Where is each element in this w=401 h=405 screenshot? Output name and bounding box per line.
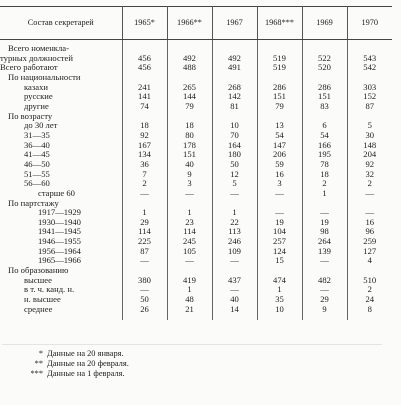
table-row xyxy=(0,305,392,321)
table-cell: 2 xyxy=(367,179,372,189)
table-cell: — xyxy=(212,189,257,199)
table-cell: 241 xyxy=(122,83,167,93)
table-cell: 144 xyxy=(167,92,212,102)
row-label: По образованию xyxy=(0,266,122,276)
table-row xyxy=(0,83,392,93)
footnote-text: Данные на 20 февраля. xyxy=(47,359,129,368)
table-cell xyxy=(347,73,392,83)
table-row xyxy=(0,63,392,73)
table-cell: 286 xyxy=(257,83,302,93)
table-cell: 542 xyxy=(363,63,377,73)
row-label: до 30 лет xyxy=(0,121,122,131)
table-cell xyxy=(347,199,392,209)
table-row xyxy=(0,285,392,295)
table-cell: 141 xyxy=(122,92,167,102)
table-row xyxy=(0,295,392,305)
table-cell: 519 xyxy=(257,63,302,73)
table-cell: 1 xyxy=(302,189,347,199)
table-cell: 152 xyxy=(363,92,377,102)
table-cell xyxy=(212,266,257,276)
table-cell: 21 xyxy=(167,305,212,321)
table-cell: 180 xyxy=(212,150,257,160)
table-cell: 510 xyxy=(363,275,377,285)
table-cell xyxy=(122,112,167,122)
table-cell: 26 xyxy=(122,305,167,321)
table-cell xyxy=(122,44,167,54)
row-label: 46—50 xyxy=(0,160,122,170)
table-cell: 105 xyxy=(167,247,212,257)
table-cell: 166 xyxy=(302,141,347,151)
table-cell: — xyxy=(212,256,257,266)
table-cell: 8 xyxy=(367,304,372,314)
table-row xyxy=(0,208,392,218)
table-row xyxy=(0,170,392,180)
table-cell xyxy=(257,73,302,83)
table-cell: 96 xyxy=(365,227,375,237)
table-cell: 114 xyxy=(122,227,167,237)
header-year: 1966** xyxy=(167,7,212,40)
table-cell xyxy=(167,73,212,83)
table-cell: 13 xyxy=(257,121,302,131)
table-cell: 92 xyxy=(122,131,167,141)
row-label: По национальности xyxy=(0,73,122,83)
footnote-divider xyxy=(2,344,382,345)
table-cell: 7 xyxy=(122,170,167,180)
table-cell: 151 xyxy=(167,150,212,160)
table-cell xyxy=(257,112,302,122)
row-label: Всего работают xyxy=(0,63,122,73)
footnote xyxy=(25,349,129,359)
table-cell: 142 xyxy=(212,92,257,102)
table-cell xyxy=(257,266,302,276)
table-row xyxy=(0,102,392,112)
table-cell: 30 xyxy=(365,130,375,140)
table-cell: 29 xyxy=(122,218,167,228)
table-cell xyxy=(122,199,167,209)
table-cell: 5 xyxy=(212,179,257,189)
table-cell: 257 xyxy=(257,237,302,247)
table-cell: 437 xyxy=(212,276,257,286)
table-cell: 29 xyxy=(302,295,347,305)
table-row xyxy=(0,54,392,64)
table-cell: 264 xyxy=(302,237,347,247)
table-cell: 259 xyxy=(363,237,377,247)
header-year: 1970 xyxy=(347,7,392,40)
header-year: 1968*** xyxy=(257,7,302,40)
table-cell xyxy=(167,112,212,122)
table-row xyxy=(0,237,392,247)
table-cell: 114 xyxy=(167,227,212,237)
table-cell: 79 xyxy=(167,102,212,112)
table-cell: 2 xyxy=(302,179,347,189)
table-cell xyxy=(122,73,167,83)
table-cell: 5 xyxy=(367,121,372,131)
table-cell: — xyxy=(167,256,212,266)
table-cell: 4 xyxy=(367,256,372,266)
table-cell: 6 xyxy=(302,121,347,131)
row-label: 1946—1955 xyxy=(0,237,122,247)
table-cell: 50 xyxy=(212,160,257,170)
table-cell: 245 xyxy=(167,237,212,247)
table-cell: 148 xyxy=(363,140,377,150)
table-cell: 474 xyxy=(257,276,302,286)
table-cell xyxy=(212,112,257,122)
table-cell: 18 xyxy=(122,121,167,131)
table-cell: 1 xyxy=(167,208,212,218)
table-cell: 14 xyxy=(212,305,257,321)
footnote-text: Данные на 1 февраля. xyxy=(47,369,125,378)
row-label: 56—60 xyxy=(0,179,122,189)
table-cell xyxy=(347,112,392,122)
table-cell: 134 xyxy=(122,150,167,160)
table-row xyxy=(0,112,392,122)
table-cell: — xyxy=(167,189,212,199)
table-cell xyxy=(302,266,347,276)
table-row xyxy=(0,131,392,141)
table-cell xyxy=(212,73,257,83)
table-cell: 543 xyxy=(363,53,377,63)
table-cell: 15 xyxy=(257,256,302,266)
table-cell: 1 xyxy=(212,208,257,218)
table-cell: 59 xyxy=(257,160,302,170)
table-cell xyxy=(122,266,167,276)
table-cell: 109 xyxy=(212,247,257,257)
table-row xyxy=(0,160,392,170)
row-label: 1956—1964 xyxy=(0,247,122,257)
table-cell: 70 xyxy=(212,131,257,141)
table-row xyxy=(0,199,392,209)
table-cell: 164 xyxy=(212,141,257,151)
footnote xyxy=(25,359,129,369)
table-cell: 48 xyxy=(167,295,212,305)
table-cell xyxy=(212,44,257,54)
table-row xyxy=(0,218,392,228)
table-cell: 18 xyxy=(167,121,212,131)
table-cell xyxy=(257,44,302,54)
row-label: 41—45 xyxy=(0,150,122,160)
table-cell: 286 xyxy=(302,83,347,93)
table-cell: 19 xyxy=(257,218,302,228)
table-cell: 36 xyxy=(122,160,167,170)
table-cell: 10 xyxy=(257,305,302,321)
table-cell: — xyxy=(257,189,302,199)
table-cell: 104 xyxy=(257,227,302,237)
table-cell: 167 xyxy=(122,141,167,151)
row-label: русские xyxy=(0,92,122,102)
row-label: 1917—1929 xyxy=(0,208,122,218)
table-cell: 206 xyxy=(257,150,302,160)
table-cell: — xyxy=(302,256,347,266)
table-row xyxy=(0,266,392,276)
table-cell xyxy=(302,199,347,209)
table-cell: — xyxy=(122,256,167,266)
table-cell: — xyxy=(212,285,257,295)
table-cell: 147 xyxy=(257,141,302,151)
row-label: в т. ч. канд. н. xyxy=(0,285,122,295)
table-cell: 1 xyxy=(167,285,212,295)
header-year: 1965* xyxy=(122,7,167,40)
table-cell xyxy=(302,112,347,122)
row-label: По возрасту xyxy=(0,112,122,122)
header-year: 1967 xyxy=(212,7,257,40)
table-cell xyxy=(212,199,257,209)
table-cell: 98 xyxy=(302,227,347,237)
footnote-mark: ** xyxy=(34,359,43,368)
table-cell: 492 xyxy=(212,54,257,64)
table-cell: 151 xyxy=(302,92,347,102)
table-row xyxy=(0,141,392,151)
table-row xyxy=(0,247,392,257)
footnotes xyxy=(25,349,129,379)
row-label: старше 60 xyxy=(0,189,122,199)
table-cell: 1 xyxy=(122,208,167,218)
table-cell: 2 xyxy=(367,285,372,295)
table-cell: 22 xyxy=(212,218,257,228)
table-cell: 81 xyxy=(212,102,257,112)
table-cell: — xyxy=(302,285,347,295)
footnote-mark: * xyxy=(38,349,43,358)
table-cell: 16 xyxy=(365,217,375,227)
table-cell xyxy=(302,44,347,54)
row-label: 1965—1966 xyxy=(0,256,122,266)
table-cell: 268 xyxy=(212,83,257,93)
table-body xyxy=(0,40,392,321)
table-cell: 520 xyxy=(302,63,347,73)
table-cell: 54 xyxy=(302,131,347,141)
table-cell: — xyxy=(122,189,167,199)
table-cell: 9 xyxy=(302,305,347,321)
table-cell: — xyxy=(365,188,375,198)
table-cell xyxy=(167,266,212,276)
table-cell xyxy=(167,199,212,209)
row-label: н. высшее xyxy=(0,295,122,305)
table-cell: 482 xyxy=(302,276,347,286)
table-cell: 488 xyxy=(167,63,212,73)
table-cell: — xyxy=(122,285,167,295)
table-cell: 2 xyxy=(122,179,167,189)
row-label: турных должностей xyxy=(0,54,122,64)
table-cell: 92 xyxy=(365,159,375,169)
table-cell: 87 xyxy=(365,101,375,111)
table-cell: 78 xyxy=(302,160,347,170)
table-cell: 40 xyxy=(167,160,212,170)
table-cell: 246 xyxy=(212,237,257,247)
table-cell: — xyxy=(257,208,302,218)
table-cell xyxy=(257,199,302,209)
header-label: Состав секретарей xyxy=(0,7,122,40)
table-cell: 35 xyxy=(257,295,302,305)
table-cell: 195 xyxy=(302,150,347,160)
table-cell: 3 xyxy=(257,179,302,189)
table-row xyxy=(0,256,392,266)
table-cell: 519 xyxy=(257,54,302,64)
table-cell: 1 xyxy=(257,285,302,295)
table-cell: 24 xyxy=(365,295,375,305)
table-cell xyxy=(302,73,347,83)
secretaries-table xyxy=(0,6,392,320)
table-cell xyxy=(347,44,392,54)
row-label: другие xyxy=(0,102,122,112)
table-cell: 9 xyxy=(167,170,212,180)
table-cell: 419 xyxy=(167,276,212,286)
row-label: Всего номенкла- xyxy=(0,44,122,54)
row-label: 51—55 xyxy=(0,170,122,180)
table-header xyxy=(0,7,392,40)
table-row xyxy=(0,121,392,131)
table-cell: 10 xyxy=(212,121,257,131)
table-row xyxy=(0,150,392,160)
table-cell: 113 xyxy=(212,227,257,237)
table-cell: 50 xyxy=(122,295,167,305)
table-cell: 74 xyxy=(122,102,167,112)
table-cell: 456 xyxy=(122,63,167,73)
table-cell: 40 xyxy=(212,295,257,305)
row-label: 1941—1945 xyxy=(0,227,122,237)
table-row xyxy=(0,227,392,237)
footnote-mark: *** xyxy=(30,369,43,378)
table-cell: 23 xyxy=(167,218,212,228)
table-cell: 80 xyxy=(167,131,212,141)
table-cell: 12 xyxy=(212,170,257,180)
header-year: 1969 xyxy=(302,7,347,40)
row-label: среднее xyxy=(0,305,122,321)
table-cell: 491 xyxy=(212,63,257,73)
table-cell: 456 xyxy=(122,54,167,64)
table-cell: 54 xyxy=(257,131,302,141)
table-cell: 492 xyxy=(167,54,212,64)
table-cell: 178 xyxy=(167,141,212,151)
table-cell: 3 xyxy=(167,179,212,189)
table-cell: 265 xyxy=(167,83,212,93)
footnote xyxy=(25,369,129,379)
table-cell: 124 xyxy=(257,247,302,257)
table-cell: 225 xyxy=(122,237,167,247)
table-cell: 83 xyxy=(302,102,347,112)
table-row xyxy=(0,189,392,199)
table-cell: — xyxy=(302,208,347,218)
table-cell: 139 xyxy=(302,247,347,257)
table-row xyxy=(0,92,392,102)
table-cell: 79 xyxy=(257,102,302,112)
footnote-text: Данные на 20 января. xyxy=(47,349,124,358)
row-label: казахи xyxy=(0,83,122,93)
row-label: 1930—1940 xyxy=(0,218,122,228)
table-cell: 87 xyxy=(122,247,167,257)
row-label: 36—40 xyxy=(0,141,122,151)
row-label: высшее xyxy=(0,276,122,286)
table-cell: 522 xyxy=(302,54,347,64)
table-row xyxy=(0,276,392,286)
table-cell: 127 xyxy=(363,246,377,256)
table-cell: 19 xyxy=(302,218,347,228)
table-cell: 16 xyxy=(257,170,302,180)
row-label: 31—35 xyxy=(0,131,122,141)
table-row xyxy=(0,179,392,189)
table-cell: 204 xyxy=(363,150,377,160)
table-cell xyxy=(347,266,392,276)
table-cell: — xyxy=(365,208,375,218)
table-row xyxy=(0,44,392,54)
table-row xyxy=(0,73,392,83)
row-label: По партстажу xyxy=(0,199,122,209)
table-cell: 303 xyxy=(363,82,377,92)
table-cell: 32 xyxy=(365,169,375,179)
table-cell xyxy=(167,44,212,54)
table-cell: 380 xyxy=(122,276,167,286)
table-cell: 151 xyxy=(257,92,302,102)
table-cell: 18 xyxy=(302,170,347,180)
